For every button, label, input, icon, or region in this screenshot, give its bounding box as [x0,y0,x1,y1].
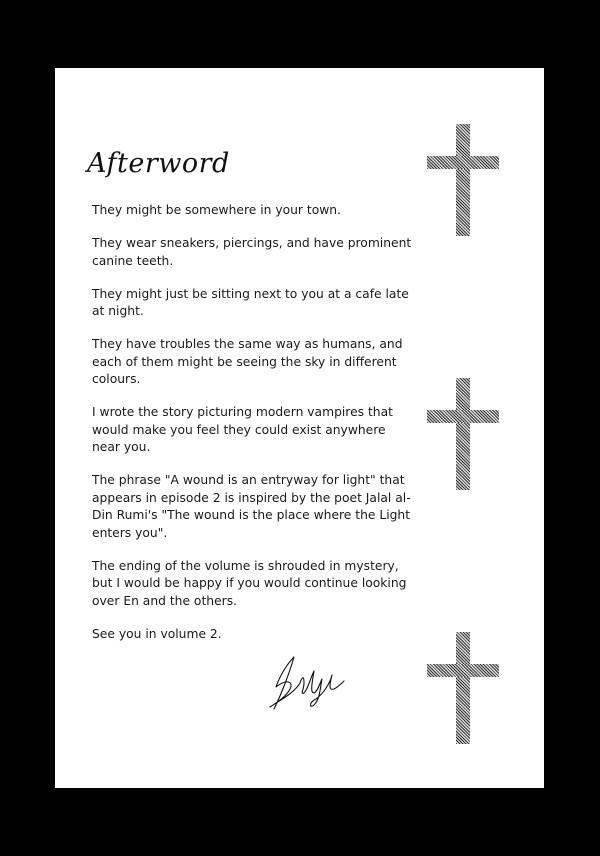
afterword-body [92,202,412,659]
paragraph: They might just be sitting next to you at a cafe late at night. [92,286,409,318]
cross-icon [427,632,499,744]
page-title: Afterword [87,148,230,179]
cross-icon [427,124,499,236]
paragraph: They wear sneakers, piercings, and have prominent canine teeth. [92,236,412,268]
signature-icon [260,653,350,713]
paragraph: They have troubles the same way as humans, and each of them might be seeing the sky in different colours. [92,337,403,386]
paragraph: They might be somewhere in your town. [92,203,341,217]
paragraph: I wrote the story picturing modern vampires that would make you feel they could exist anywhere near you. [92,405,393,454]
paragraph: The ending of the volume is shrouded in mystery, but I would be happy if you would continue looking over En and the others. [92,558,407,608]
paragraph: The phrase "A wound is an entryway for light" that appears in episode 2 is inspired by the poet Jalal al-Din Rumi's "The wound is the place where the Light enters you". [92,473,411,540]
cross-icon [427,378,499,490]
afterword-page [55,68,544,788]
paragraph: See you in volume 2. [92,626,222,641]
